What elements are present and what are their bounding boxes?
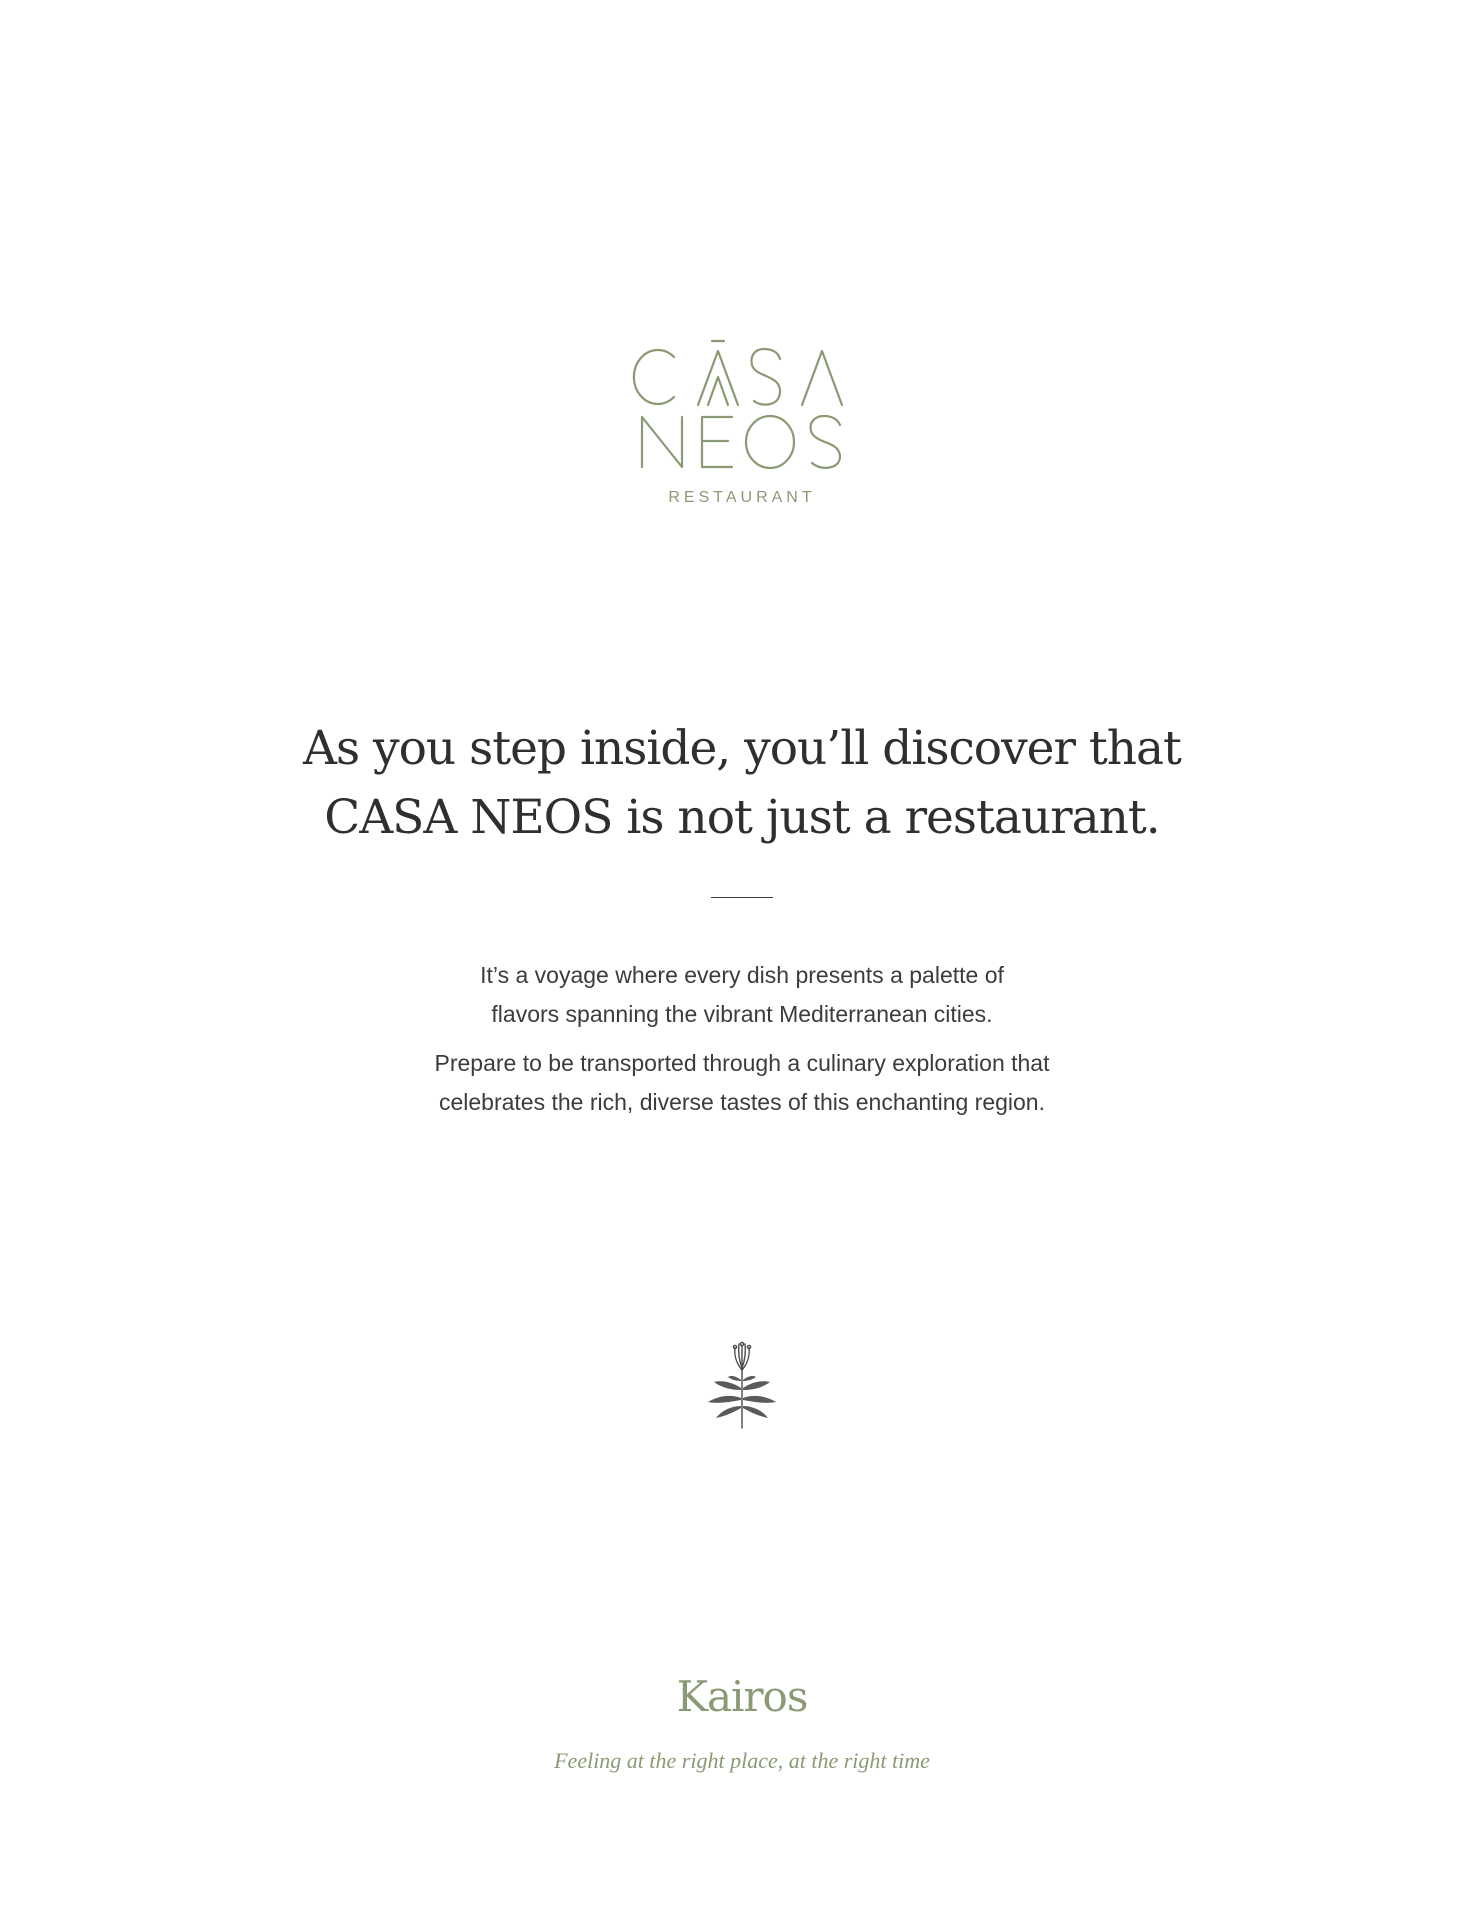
intro-paragraph-2-line-1: Prepare to be transported through a culinary exploration that xyxy=(434,1050,1050,1076)
intro-paragraph-1 xyxy=(0,956,1484,1034)
intro-paragraph-1-line-2: flavors spanning the vibrant Mediterranean cities. xyxy=(491,1001,993,1027)
headline-line-2: CASA NEOS is not just a restaurant. xyxy=(324,790,1160,845)
intro-paragraph-2 xyxy=(0,1044,1484,1122)
divider xyxy=(711,897,773,898)
headline xyxy=(0,714,1484,852)
footer-tagline: Feeling at the right place, at the right time xyxy=(554,1748,930,1773)
logo-wordmark-graphic xyxy=(632,335,852,475)
footer-title: Kairos xyxy=(676,1672,808,1721)
intro-paragraph-2-line-2: celebrates the rich, diverse tastes of this enchanting region. xyxy=(438,1089,1045,1115)
logo-subtitle: RESTAURANT xyxy=(668,489,816,506)
headline-line-1: As you step inside, you’ll discover that xyxy=(303,721,1181,776)
intro-text xyxy=(0,956,1484,1132)
intro-paragraph-1-line-1: It’s a voyage where every dish presents a palette of xyxy=(480,962,1004,988)
restaurant-logo xyxy=(0,335,1484,507)
sprig-icon xyxy=(704,1340,780,1430)
